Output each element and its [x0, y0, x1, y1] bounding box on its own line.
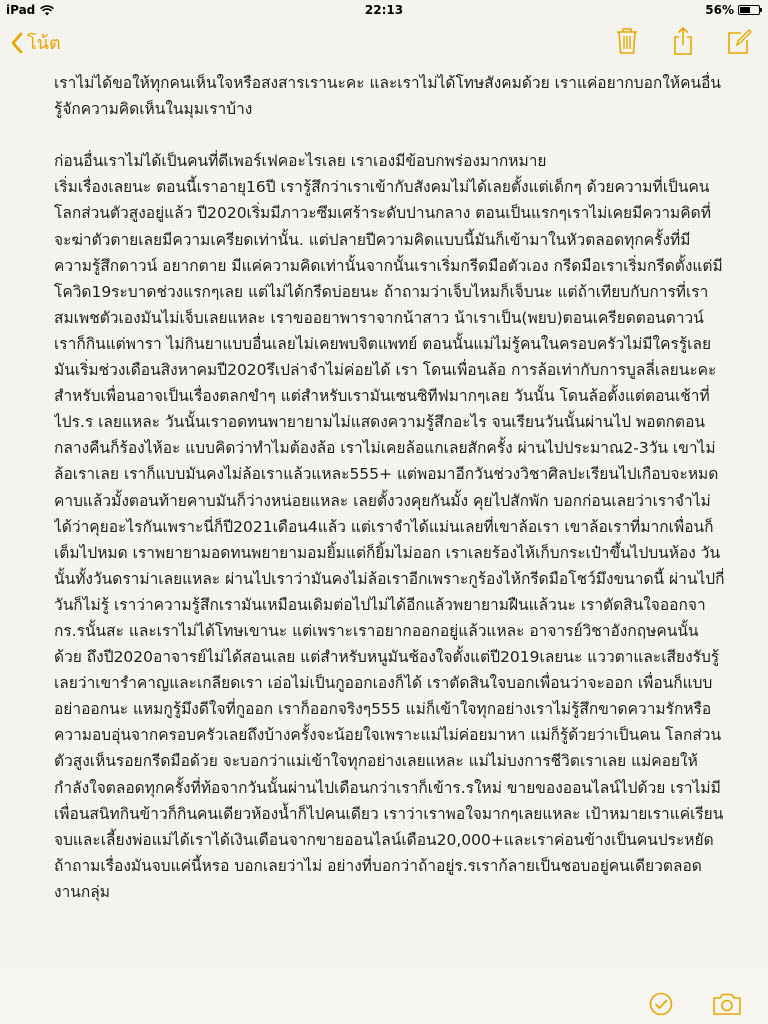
- chevron-left-icon: [10, 32, 23, 54]
- battery-icon: [738, 5, 760, 15]
- battery-level: [740, 7, 750, 13]
- nav-bar: [0, 20, 768, 64]
- note-paragraph: เริ่มเรื่องเลยนะ ตอนนี้เราอายุ16ปี เรารู้สึกว่าเราเข้ากับสังคมไม่ได้เลยตั้งแต่เด็กๆ ด้วยความที่เป็นคนโลกส่วนตัวสูงอยู่แล้ว ปี2020เริ่มมีภาวะซึมเศร้าระดับปานกลาง ตอนเป็นแรกๆเราไม่เคยมีความคิดที่จะฆ่าตัวตายเลยมีความเครียดเท่านั้น. แต่ปลายปีความคิดแบบนี้มันก็เข้ามาในหัวตลอดทุกครั้งที่มีความรู้สึกดาวน์ อยากตาย มีแค่ความคิดเท่านั้นจากนั้นเราเริ่มกรีดมือตัวเอง กรีดมือเราเริ่มกรีดตั้งแต่มีโควิด19ระบาดช่วงแรกๆเลย แต่ไม่ได้กรีดบ่อยนะ ถ้าถามว่าเจ็บไหมก็เจ็บนะ แต่ถ้าเทียบกับการที่เราสมเพชตัวเองมันไม่เจ็บเลยแหละ เราขออยาพาราจากน้าสาว น้าเราเป็น(พยบ)ตอนเครียดตอนดาวน์เราก็กินแต่พารา ไม่กินยาแบบอื่นเลยไม่เคยพบจิตแพทย์ ตอนนั้นแม่ไม่รู้คนในครอบครัวไม่มีใครรู้เลย: [54, 178, 723, 353]
- share-icon[interactable]: [670, 26, 696, 56]
- battery-percent: 56%: [705, 3, 734, 17]
- trash-icon[interactable]: [614, 26, 640, 56]
- status-bar: [0, 0, 768, 20]
- note-blank-line: [54, 122, 726, 148]
- back-button[interactable]: [10, 28, 61, 57]
- note-paragraph: มันเริ่มช่วงเดือนสิงหาคมปี2020รึเปล่าจำไม่ค่อยได้ เรา โดนเพื่อนล้อ การล้อเท่ากับการบูลลี่เลยนะคะ: [54, 361, 717, 380]
- note-paragraph: ก่อนอื่นเราไม่ได้เป็นคนที่ดีเพอร์เฟคอะไรเลย เราเองมีข้อบกพร่องมากหมาย: [54, 152, 547, 171]
- nav-actions: [614, 26, 752, 56]
- compose-icon[interactable]: [726, 26, 752, 56]
- bottom-toolbar: [646, 990, 742, 1018]
- checklist-icon[interactable]: [646, 990, 676, 1018]
- back-label: โน้ต: [27, 33, 61, 54]
- note-paragraph: เราไม่ได้ขอให้ทุกคนเห็นใจหรือสงสารเรานะคะ และเราไม่ได้โทษสังคมด้วย เราแค่อยากบอกให้คนอื่นรู้จักความคิดเห็นในมุมเราบ้าง: [54, 74, 721, 119]
- note-body[interactable]: [54, 70, 726, 985]
- device-name: iPad: [6, 3, 36, 17]
- status-time: 22:13: [364, 3, 404, 17]
- camera-icon[interactable]: [712, 990, 742, 1018]
- note-paragraph: สำหรับเพื่อนอาจเป็นเรื่องตลกขำๆ แต่สำหรับเรามันเซนซิทีฟมากๆเลย วันนั้น โดนล้อตั้งแต่ตอนเช้าที่ไปร.ร เลยแหละ วันนั้นเราอดทนพายายามไม่แสดงความรู้สึกอะไร จนเรียนวันนั้นผ่านไป พอตกตอนกลางคืนก็ร้องไห้อะ แบบคิดว่าทำไมต้องล้อ เราไม่เคยล้อแกเลยสักครั้ง ผ่านไปประมาณ2-3วัน เขาไม่ล้อเราเลย เราก็แบบมันคงไม่ล้อเราแล้วแหละ555+ แต่พอมาอีกวันช่วงวิชาศิลปะเรียนไปเกือบจะหมดคาบแล้วมั้งตอนท้ายคาบมันก็ว่างหน่อยแหละ เลยตั้งวงคุยกันมั้ง คุยไปสักพัก บอกก่อนเลยว่าเราจำไม่ได้ว่าคุยอะไรกันเพราะนี่ก็ปี2021เดือน4แล้ว แต่เราจำได้แม่นเลยที่เขาล้อเรา เขาล้อเราที่มากเพื่อนก็เต็มไปหมด เราพยายามอดทนพยายามอมยิ้มแต่ก็ยิ้มไม่ออก เราเลยร้องไห้เก็บกระเป๋าขึ้นไปบนห้อง วันนั้นทั้งวันดราม่าเลยแหละ ผ่านไปเราว่ามันคงไม่ล้อเราอีกเพราะกูร้องไห้กรีดมือโชว์มึงขนาดนี้ ผ่านไปกี่วันก็ไม่รู้ เราว่าความรู้สึกเรามันเหมือนเดิมต่อไปไม่ได้อีกแล้วพยายามฝืนแล้วนะ เราตัดสินใจออกจากร.รนั้นสะ และเราไม่ได้โทษเขานะ แต่เพราะเราอยากออกอยู่แล้วแหละ อาจารย์วิชาอังกฤษคนนั้นด้วย ถึงปี2020อาจารย์ไม่ได้สอนเลย แต่สำหรับหนูมันช้องใจตั้งแต่ปี2019เลยนะ แววตาและเสียงรับรู้เลยว่าเขารำคาญและเกลียดเรา เอ่อไม่เป็นกูออกเองก็ได้ เราตัดสินใจบอกเพื่อนว่าจะออก เพื่อนก็แบบอย่าออกนะ แหมกูรู้มึงดีใจที่กูออก เราก็ออกจริงๆ555 แม่ก็เข้าใจทุกอย่างเราไม่รู้สึกขาดความรักหรือความอบอุ่นจากครอบครัวเลยถึงบ้างครั้งจะน้อยใจเพราะแม่ไม่ค่อยมาหา แม่ก็รู้ด้วยว่าเป็นคน โลกส่วนตัวสูงเห็นรอยกรีดมือด้วย จะบอกว่าแม่เข้าใจทุกอย่างเลยแหละ แม่ไม่บงการชีวิตเราเลย แม่คอยให้กำลังใจตลอดทุกครั้งที่ท้อจากวันนั้นผ่านไปเดือนกว่าเราก็เข้าร.รใหม่ ขายของออนไลน์ไปด้วย เราไม่มีเพื่อนสนิทกินข้าวก็กินคนเดียวห้องน้ำก็ไปคนเดียว เราว่าเราพอใจมากๆเลยแหละ เป้าหมายเราแค่เรียนจบและเลี้ยงพ่อแม่ได้เราได้เงินเดือนจากขายออนไลน์เดือน20,000+และเราค่อนข้างเป็นคนประหยัด ถ้าถามเรื่องมันจบแค่นี้หรอ บอกเลยว่าไม่ อย่างที่บอกว่าถ้าอยู่ร.รเราก้ลายเป็นชอบอยู่คนเดียวตลอด งานกลุ่ม: [54, 387, 725, 901]
- status-right: [705, 3, 760, 17]
